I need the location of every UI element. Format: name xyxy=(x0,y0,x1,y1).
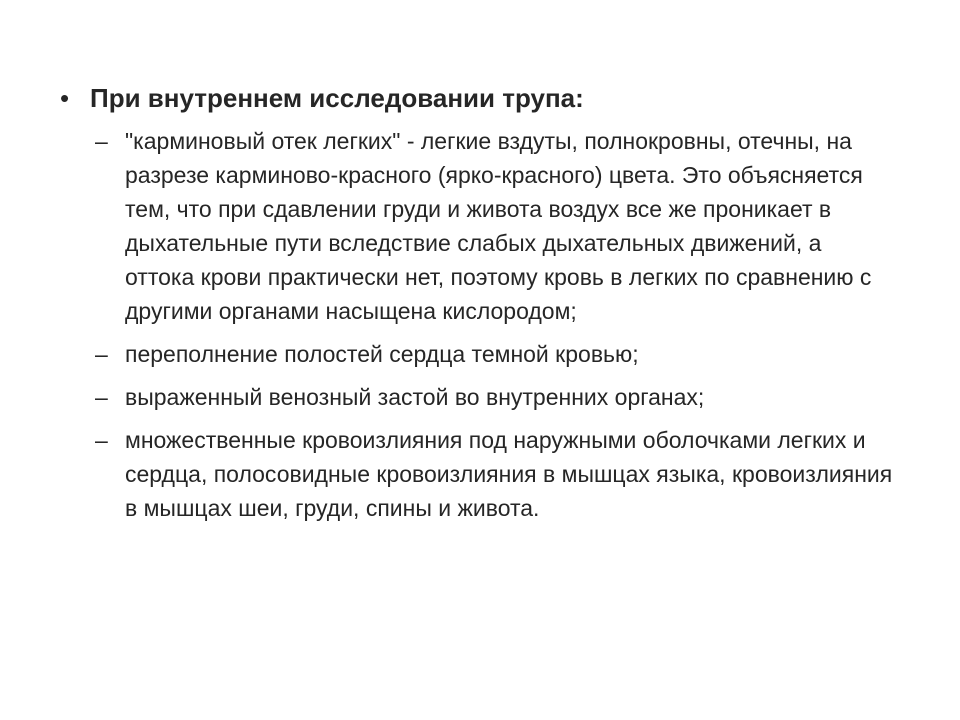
sub-item xyxy=(95,423,895,525)
sub-item-text: переполнение полостей сердца темной кровью; xyxy=(125,341,639,367)
sub-item-text: выраженный венозный застой во внутренних органах; xyxy=(125,384,705,410)
sub-item xyxy=(95,380,895,414)
dash-marker: – xyxy=(95,427,108,453)
bullet-row xyxy=(60,80,920,116)
sub-item xyxy=(95,337,895,371)
sub-list xyxy=(95,124,895,534)
slide-heading: При внутреннем исследовании трупа: xyxy=(90,83,584,113)
dash-marker: – xyxy=(95,128,108,154)
sub-item-text: "карминовый отек легких" - легкие вздуты, полнокровны, отечны, на разрезе карминово-красного (ярко-красного) цвета. Это объясняется тем, что при сдавлении груди и живота воздух все же проникает в дыхательные пути вследствие слабых дыхательных движений, а оттока крови практически нет, поэтому кровь в легких по сравнению с другими органами насыщена кислородом; xyxy=(125,128,872,324)
dash-marker: – xyxy=(95,384,108,410)
sub-item-text: множественные кровоизлияния под наружными оболочками легких и сердца, полосовидные кровоизлияния в мышцах языка, кровоизлияния в мышцах шеи, груди, спины и живота. xyxy=(125,427,893,521)
dash-marker: – xyxy=(95,341,108,367)
bullet-dot: • xyxy=(60,83,70,113)
sub-item xyxy=(95,124,895,328)
